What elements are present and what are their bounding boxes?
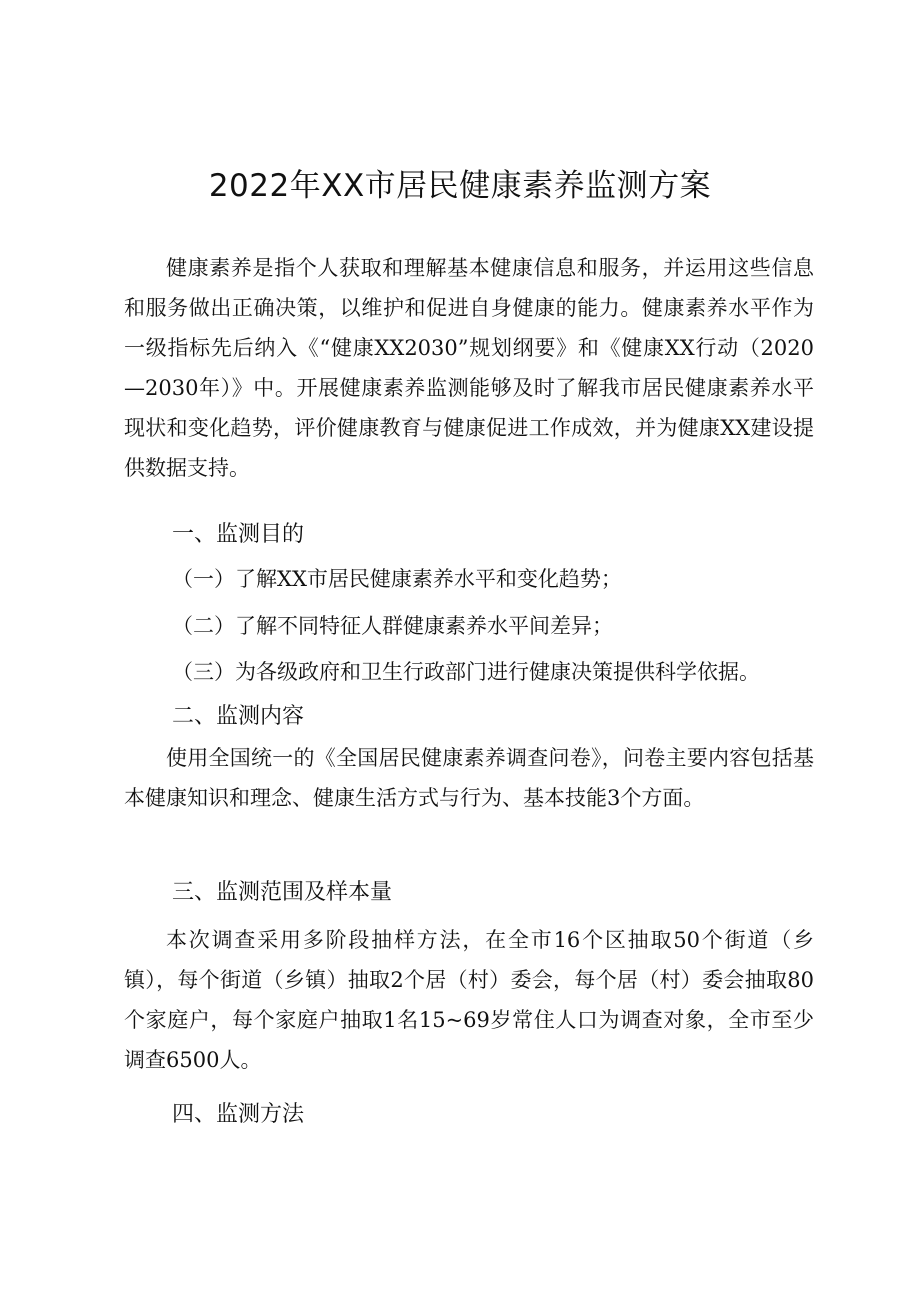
purpose-item-1: （一）了解XX市居民健康素养水平和变化趋势； — [172, 567, 622, 591]
section-heading-content: 二、监测内容 — [172, 704, 305, 729]
document-title: 2022年XX市居民健康素养监测方案 — [208, 168, 712, 204]
content-paragraph: 使用全国统一的《全国居民健康素养调查问卷》，问卷主要内容包括基本健康知识和理念、健康生活方式与行为、基本技能3个方面。 — [124, 746, 814, 810]
purpose-item-2: （二）了解不同特征人群健康素养水平间差异； — [172, 614, 613, 638]
section-heading-purpose: 一、监测目的 — [172, 522, 305, 547]
section-heading-scope: 三、监测范围及样本量 — [172, 880, 393, 905]
section-heading-method: 四、监测方法 — [172, 1102, 305, 1127]
purpose-item-3: （三）为各级政府和卫生行政部门进行健康决策提供科学依据。 — [172, 660, 760, 684]
scope-paragraph: 本次调查采用多阶段抽样方法，在全市16个区抽取50个街道（乡镇），每个街道（乡镇）抽取2个居（村）委会，每个居（村）委会抽取80个家庭户，每个家庭户抽取1名15~69岁常住人口为调查对象，全市至少调查6500人。 — [124, 928, 814, 1072]
intro-paragraph: 健康素养是指个人获取和理解基本健康信息和服务，并运用这些信息和服务做出正确决策，以维护和促进自身健康的能力。健康素养水平作为一级指标先后纳入《“健康XX2030”规划纲要》和《健康XX行动（2020—2030年）》中。开展健康素养监测能够及时了解我市居民健康素养水平现状和变化趋势，评价健康教育与健康促进工作成效，并为健康XX建设提供数据支持。 — [124, 256, 814, 480]
